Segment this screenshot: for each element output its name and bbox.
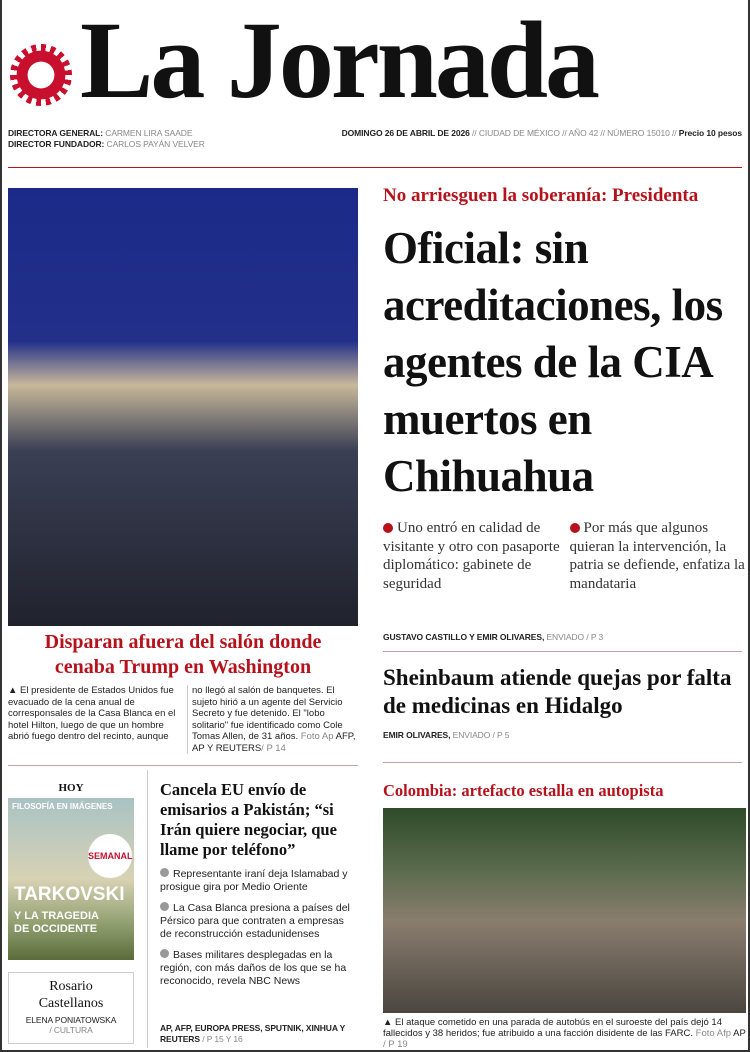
page-ref: / P 15 Y 16 <box>202 1034 243 1044</box>
bullet-icon <box>160 902 169 911</box>
divider <box>8 167 742 168</box>
pakistan-headline[interactable]: Cancela EU envío de emisarios a Pakistán; “si Irán quiere negociar, que llame por teléfono” <box>160 780 337 859</box>
caption-text: El presidente de Estados Unidos fue evacuado de la cena anual de corresponsales de la Casa Blanca en el hotel Hilton, luego de que un hombre abrió fuego dentro del recinto, aunque <box>8 685 176 742</box>
main-story <box>383 184 748 642</box>
fundador: CARLOS PAYÁN VELVER <box>106 139 205 149</box>
bullet-icon <box>570 523 580 533</box>
lead-caption-1: ▲ El presidente de Estados Unidos fue evacuado de la cena anual de corresponsales de la Casa Blanca en el hotel Hilton, luego de que un hombre abrió fuego dentro del recinto, aunque <box>8 685 176 742</box>
byline: GUSTAVO CASTILLO Y EMIR OLIVARES, <box>383 632 545 642</box>
dateline <box>252 128 742 138</box>
lead-photo-headline[interactable]: Disparan afuera del salón donde cenaba Trump en Washington <box>44 631 322 678</box>
colombia-photo[interactable] <box>383 808 746 1013</box>
colombia-caption: ▲ El ataque cometido en una parada de autobús en el suroeste del país dejó 14 fallecidos y 38 heridos; fue atribuido a una facción disidente de las FARC. Foto Afp AP / P 19 <box>383 1017 746 1050</box>
label: DIRECTOR FUNDADOR: <box>8 139 105 149</box>
lead-caption-2 <box>187 685 358 754</box>
main-bullet-2 <box>570 519 749 593</box>
lead-captions <box>8 685 358 754</box>
main-headline[interactable]: Oficial: sin acreditaciones, los agentes de la CIA muertos en Chihuahua <box>383 223 723 501</box>
source: AP, AFP, EUROPA PRESS, SPUTNIK, XINHUA Y REUTERS <box>160 1023 346 1044</box>
page-ref: ENVIADO / P 5 <box>452 730 510 740</box>
caption-text: no llegó al salón de banquetes. El sujeto hirió a un agente del Servicio Secreto y fue detenido. El "lobo solitario" fue identificado como Cole Tomas Allen, de 31 años. <box>192 685 343 742</box>
bullet-item <box>160 868 358 894</box>
cover-kicker: FILOSOFÍA EN IMÁGENES <box>12 802 113 811</box>
cover-subtitle: Y LA TRAGEDIA DE OCCIDENTE <box>14 910 99 935</box>
bullet-text: Bases militares desplegadas en la región, con más daños de los que se ha reconocido, revela NBC News <box>160 949 347 987</box>
main-kicker[interactable]: No arriesguen la soberanía: Presidenta <box>383 185 699 206</box>
pakistan-bullets <box>160 868 358 988</box>
divider <box>147 770 148 1048</box>
lead-photo[interactable] <box>8 188 358 626</box>
bullet-item <box>160 902 358 941</box>
main-byline <box>383 626 748 642</box>
directors <box>8 128 205 150</box>
bullet-text: Representante iraní deja Islamabad y prosigue gira por Medio Oriente <box>160 868 348 893</box>
photo-credit: Foto Afp <box>695 1028 732 1039</box>
pakistan-story <box>160 780 358 1048</box>
cover-title: TARKOVSKI <box>14 884 125 905</box>
bullet-text: Uno entró en calidad de visitante y otro con pasaporte diplomático: gabinete de seguridad <box>383 520 560 592</box>
semanal-cover[interactable] <box>8 798 134 960</box>
bullet-icon <box>160 949 169 958</box>
logo-sun-icon <box>10 44 72 106</box>
page-ref: / P 19 <box>383 1039 408 1050</box>
main-bullet-1 <box>383 519 562 593</box>
pakistan-source <box>160 1019 358 1048</box>
lead-photo-text <box>8 630 358 754</box>
bullet-icon <box>383 523 393 533</box>
bullet-text: Por más que algunos quieran la intervención, la patria se defiende, enfatiza la mandataria <box>569 520 745 592</box>
source: AP <box>733 1028 746 1039</box>
column-section: / CULTURA <box>49 1025 93 1035</box>
source: AFP, AP Y REUTERS <box>192 731 356 754</box>
date: DOMINGO 26 DE ABRIL DE 2026 <box>341 128 470 138</box>
bullet-item <box>160 949 358 988</box>
second-story <box>383 664 748 740</box>
label: DIRECTORA GENERAL: <box>8 128 104 138</box>
main-bullets <box>383 519 748 593</box>
page-ref: ENVIADO / P 3 <box>546 632 604 642</box>
caption-text: El ataque cometido en una parada de autobús en el suroeste del país dejó 14 fallecidos y 38 heridos; fue atribuido a una facción disidente de las FARC. <box>383 1017 722 1039</box>
page-ref: / P 14 <box>261 742 286 754</box>
divider <box>383 762 742 763</box>
column-title: Rosario Castellanos <box>38 979 104 1011</box>
hoy-label: HOY <box>58 782 84 794</box>
city-info: // CIUDAD DE MÉXICO // AÑO 42 // NÚMERO 15010 // <box>472 128 677 138</box>
divider <box>8 765 358 766</box>
column-box[interactable] <box>8 972 134 1044</box>
byline: EMIR OLIVARES, <box>383 730 451 740</box>
column-author: ELENA PONIATOWSKA <box>25 1015 117 1025</box>
bullet-text: La Casa Blanca presiona a países del Pérsico para que contraten a empresas de reconstrucción estadunidenses <box>160 902 350 940</box>
second-byline <box>383 730 748 740</box>
price: Precio 10 pesos <box>678 128 742 138</box>
logo[interactable]: La Jornada <box>80 0 598 121</box>
second-headline[interactable]: Sheinbaum atiende quejas por falta de medicinas en Hidalgo <box>383 665 732 718</box>
directora: CARMEN LIRA SAADE <box>105 128 193 138</box>
semanal-badge: SEMANAL <box>88 834 132 878</box>
photo-credit: Foto Ap <box>300 731 334 742</box>
divider <box>383 651 742 652</box>
bullet-icon <box>160 868 169 877</box>
colombia-headline[interactable]: Colombia: artefacto estalla en autopista <box>383 781 664 800</box>
